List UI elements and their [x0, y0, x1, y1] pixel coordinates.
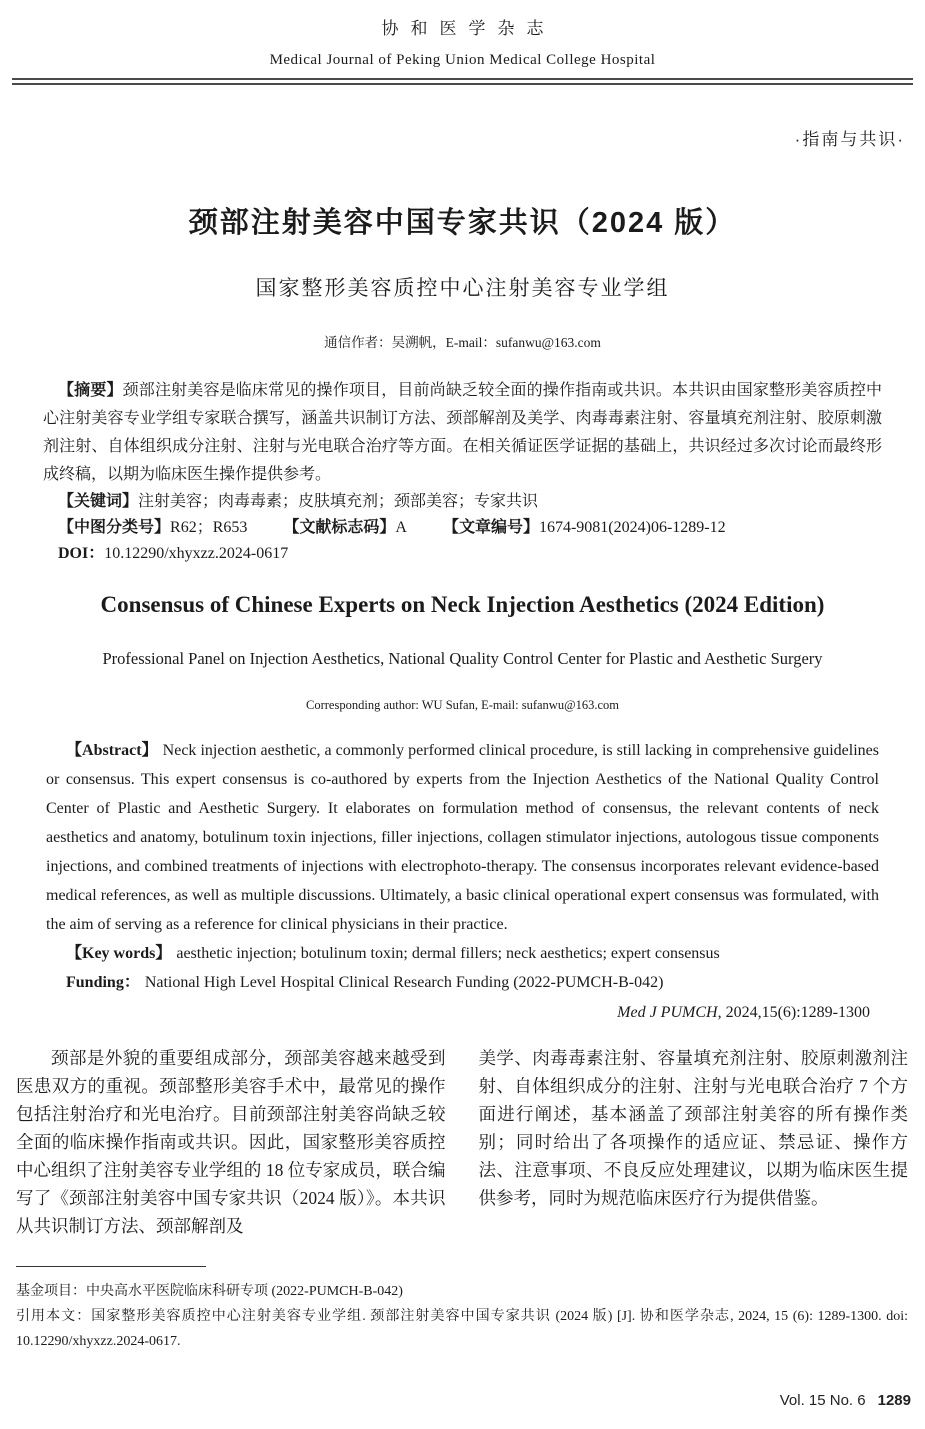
body-columns — [16, 1044, 908, 1240]
abstract-cn — [43, 377, 882, 489]
abstract-cn-label: 【摘要】 — [58, 382, 123, 399]
journal-citation-short — [0, 998, 870, 1027]
correspondence-cn: 通信作者：吴溯帆，E-mail：sufanwu@163.com — [324, 335, 601, 350]
funding-label: Funding： — [66, 974, 140, 991]
footnote-block — [16, 1266, 908, 1354]
article-title-cn: 颈部注射美容中国专家共识（2024 版） — [188, 207, 737, 239]
author-group-en: Professional Panel on Injection Aesthetics, National Quality Control Center for Plastic and Aesthetic Surgery — [102, 649, 823, 668]
author-group-cn: 国家整形美容质控中心注射美容专业学组 — [255, 276, 670, 300]
doc-code-label: 【文献标志码】 — [283, 519, 396, 536]
keywords-en-label: 【Key words】 — [66, 945, 172, 962]
journal-title-en: Medical Journal of Peking Union Medical College Hospital — [269, 52, 656, 68]
funding-footnote-text: 中央高水平医院临床科研专项 (2022-PUMCH-B-042) — [86, 1284, 403, 1299]
abstract-en-text: Neck injection aesthetic, a commonly performed clinical procedure, is still lacking in comprehensive guidelines or consensus. This expert consensus is co-authored by experts from the Injection Aesthetics of the National Quality Control Center of Plastic and Aesthetic Surgery. It elaborates on formulation method of consensus, the relevant contents of neck aesthetics and anatomy, botulinum toxin injections, filler injections, collagen stimulator injections, autologous tissue components injections, and combined treatments of injections with electrophoto-therapy. The consensus incorporates relevant evidence-based medical references, as well as multiple discussions. Ultimately, a basic clinical operational expert consensus was formulated, with the aim of serving as a reference for clinical physicians in their practice. — [46, 742, 879, 933]
article-id-label: 【文章编号】 — [442, 519, 539, 536]
footnote-rule — [16, 1266, 206, 1267]
abstract-en — [46, 736, 879, 939]
keywords-cn-text: 注射美容；肉毒毒素；皮肤填充剂；颈部美容；专家共识 — [138, 493, 539, 510]
section-label: ·指南与共识· — [794, 130, 905, 149]
classification-row — [43, 515, 882, 541]
journal-title-cn: 协和医学杂志 — [381, 19, 556, 38]
masthead — [0, 0, 925, 85]
journal-citation-rest: , 2024,15(6):1289-1300 — [717, 1004, 870, 1021]
page-footer — [780, 1392, 911, 1409]
funding-row — [46, 968, 879, 997]
citation-footnote-label: 引用本文： — [16, 1309, 92, 1324]
article-title-en: Consensus of Chinese Experts on Neck Injection Aesthetics (2024 Edition) — [100, 592, 825, 617]
doi-row — [43, 541, 882, 567]
funding-footnote-label: 基金项目： — [16, 1284, 86, 1299]
correspondence-en: Corresponding author: WU Sufan, E-mail: sufanwu@163.com — [306, 698, 619, 712]
doc-code-value: A — [395, 519, 407, 536]
funding-text: National High Level Hospital Clinical Research Funding (2022-PUMCH-B-042) — [144, 974, 664, 991]
volume-issue: Vol. 15 No. 6 — [779, 1392, 866, 1409]
keywords-cn-label: 【关键词】 — [58, 493, 139, 510]
clc-label: 【中图分类号】 — [58, 519, 171, 536]
funding-footnote — [16, 1279, 908, 1304]
keywords-en-text: aesthetic injection; botulinum toxin; dermal fillers; neck aesthetics; expert consensus — [176, 945, 720, 962]
keywords-cn-row — [43, 489, 882, 515]
masthead-double-rule — [12, 78, 913, 85]
body-column-left: 颈部是外貌的重要组成部分，颈部美容越来越受到医患双方的重视。颈部整形美容手术中，最常见的操作包括注射治疗和光电治疗。目前颈部注射美容尚缺乏较全面的临床操作指南或共识。因此，国家整形美容质控中心组织了注射美容专业学组的 18 位专家成员，联合编写了《颈部注射美容中国专家共识（2024 版）》。本共识从共识制订方法、颈部解剖及 — [16, 1048, 446, 1236]
doi-value: 10.12290/xhyxzz.2024-0617 — [104, 545, 289, 562]
citation-footnote — [16, 1304, 908, 1354]
citation-footnote-text: 国家整形美容质控中心注射美容专业学组. 颈部注射美容中国专家共识 (2024 版) [J]. 协和医学杂志, 2024, 15 (6): 1289-1300. doi: 10.12290/xhyxzz.2024-0617. — [16, 1309, 909, 1349]
page-number: 1289 — [877, 1392, 911, 1409]
journal-citation-name: Med J PUMCH — [617, 1004, 718, 1021]
clc-value: R62；R653 — [170, 519, 248, 536]
keywords-en-row — [46, 939, 879, 968]
doi-label: DOI： — [58, 545, 105, 562]
body-column-right: 美学、肉毒毒素注射、容量填充剂注射、胶原刺激剂注射、自体组织成分的注射、注射与光电联合治疗 7 个方面进行阐述，基本涵盖了颈部注射美容的所有操作类别；同时给出了各项操作的适应证、禁忌证、操作方法、注意事项、不良反应处理建议，以期为临床医生提供参考，同时为规范临床医疗行为提供借鉴。 — [478, 1048, 908, 1208]
article-id-value: 1674-9081(2024)06-1289-12 — [538, 519, 726, 536]
abstract-cn-text: 颈部注射美容是临床常见的操作项目，目前尚缺乏较全面的操作指南或共识。本共识由国家整形美容质控中心注射美容专业学组专家联合撰写，涵盖共识制订方法、颈部解剖及美学、肉毒毒素注射、容量填充剂注射、胶原刺激剂注射、自体组织成分注射、注射与光电联合治疗等方面。在相关循证医学证据的基础上，共识经过多次讨论而最终形成终稿，以期为临床医生操作提供参考。 — [43, 382, 882, 483]
abstract-en-label: 【Abstract】 — [66, 742, 158, 759]
